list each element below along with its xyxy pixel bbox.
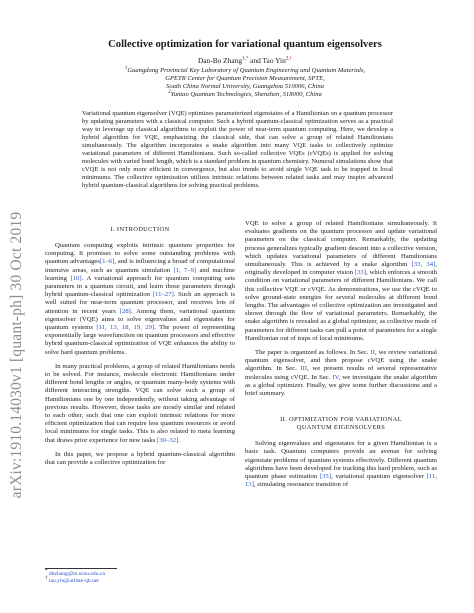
citation-link[interactable]: [1–6]	[99, 258, 115, 266]
footnote-divider	[45, 568, 117, 569]
paper-title: Collective optimization for variational quantum eigensolvers	[108, 39, 382, 50]
footnote-1: * dbzhang@m.scnu.edu.cn	[45, 569, 106, 577]
footnotes	[45, 571, 235, 585]
corresponding-author-mark[interactable]: *	[245, 56, 249, 62]
affiliations	[40, 67, 450, 99]
citation-link[interactable]: [30–32]	[156, 436, 179, 444]
citation-link[interactable]: [33]	[354, 269, 367, 277]
citation-link[interactable]: [28]	[119, 307, 131, 315]
section-heading-optimization: II. OPTIMIZATION FOR VARIATIONAL QUANTUM EIGENSOLVERS	[280, 416, 402, 432]
section-2-paragraph-1: Solving eigenvalues and eigenstates for a given Hamiltonian is a basic task. Quantum computers provide an avenue for solving eigenstate problems of quantum systems effectively. Different quantum algorithms have been developed for tracking this hard problem, such as quantum phase estimation [35], variational quantum eigensolver [11, 13], simulating resonance transition of	[245, 440, 437, 489]
arxiv-identifier-text: arXiv:1910.14030v1 [quant-ph] 30 Oct 2019	[8, 211, 25, 499]
author-2-affiliation-marks: 2,†	[285, 56, 293, 62]
intro-paragraph-3: In this paper, we propose a hybrid quantum-classical algorithm that can provide a collective optimization for	[45, 450, 235, 467]
email-link-2[interactable]: tao.yin@artiste-qb.net	[48, 578, 99, 584]
citation-link[interactable]: [1, 7–9]	[173, 266, 197, 274]
author-separator-and-name-2: and Tao Yin	[248, 56, 286, 65]
affiliation-1-line-2: GPETR Center for Quantum Precision Measurement, SPTE,	[165, 74, 325, 82]
abstract: Variational quantum eigensolver (VQE) optimizes parameterized eigenstates of a Hamiltonian on a quantum processor by updating parameters with a classical computer. Such a hybrid quantum-classical optimization serves as a practical way to leverage up classical algorithms to exploit the power of near-term quantum computing. Here, we develop a hybrid algorithm for VQE, emphasizing the classical side, that can solve a group of related Hamiltonians simultaneously. The algorithm incorporates a snake algorithm into many VQE tasks to collectively optimize variational parameters of different Hamiltonians. Such so-called collective VQEs (cVQEs) is applied for solving molecules with varied bond length, which is a standard problem in quantum chemistry. Numeral simulations show that cVQE is not only more efficient in convergence, but also trends to avoid single VQE task to be trapped in local minimums. The collective optimization utilizes intrinsic relations between related tasks and may inspire advanced hybrid quantum-classical algorithms for solving practical problems.	[82, 110, 393, 190]
citation-link[interactable]: [11, 13, 18, 19, 29]	[96, 324, 155, 332]
paper-organization-paragraph: The paper is organized as follows. In Sec. II, we review variational quantum eigensolver, and then propose cVQE using the snake algorithm. In Sec. III, we present results of several representative molecules using cVQE. In Sec. IV, we investigate the snake algorithm as a global optimizer. Finally, we give some further discussions and a brief summary.	[245, 349, 438, 398]
section-link[interactable]: III	[300, 365, 308, 373]
intro-paragraph-2: In many practical problems, a group of related Hamiltonians needs to be solved. For instance, molecule electronic Hamiltonians under different bond lengths or angles, or quantum many-body systems with different interacting strengths. VQE can solve such a group of Hamiltonians one by one independently, without taking advantage of previous results. However, those tasks are mostly similar and related to each other, such that one can exploit intrinsic relations for more efficient optimization that can require less quantum resources or avoid local minimums for single tasks. This is also related to meta learning that draws prior experience for new tasks [30–32].	[45, 362, 235, 444]
arxiv-identifier-stamp	[6, 130, 28, 580]
author-name-1: Dan-Bo Zhang	[197, 56, 243, 65]
email-link-1[interactable]: dbzhang@m.scnu.edu.cn	[48, 571, 106, 577]
citation-link[interactable]: [11–27]	[152, 291, 174, 299]
left-column	[45, 226, 235, 467]
citation-link[interactable]: [33, 34]	[411, 261, 436, 269]
citation-link[interactable]: [35]	[319, 473, 332, 481]
intro-paragraph-continued: VQE to solve a group of related Hamiltonians simultaneously. It evaluates gradients on the quantum processor and update variational parameters on the classical computer. Remarkably, the updating process generalizes typically gradient descent into a collective version, which updates variational parameters of different Hamiltonians simultaneously. This is achieved by a snake algorithm [33, 34], originally developed in computer vision [33], which enforces a smooth condition on variational parameters of different Hamiltonians. We call this collective VQE or cVQE. As demonstrations, we use the cVQE to solve ground-state energies for several molecules at different bond lengths. The advantages of collective optimization are investigated and shown through the flow of variational parameters. Remarkably, the snake algorithm is revealed as a global optimizer, as collective mode of parameters for different tasks can pull a point of parameters for a single Hamiltonian out of traps of local minimums.	[245, 220, 437, 342]
footnote-2: † tao.yin@artiste-qb.net	[45, 576, 99, 584]
second-author-mark[interactable]: †	[289, 56, 293, 62]
author-1-affiliation-marks: 1,*	[242, 56, 249, 62]
section-heading-introduction: I. INTRODUCTION	[110, 226, 170, 233]
right-column	[245, 220, 437, 489]
citation-link[interactable]: [10]	[70, 274, 82, 282]
affiliation-1-line-1: $^1$Guangdong Provincial Key Laboratory of Quantum Engineering and Quantum Materials,	[124, 65, 366, 74]
citation-link[interactable]: [11, 13]	[245, 473, 437, 489]
section-link[interactable]: IV	[332, 373, 339, 381]
affiliation-2-line-1: $^2$Yuntao Quantum Technologies, Shenzhen, 518000, China	[168, 89, 322, 98]
affiliation-1-line-3: South China Normal University, Guangzhou 510006, China	[166, 82, 324, 90]
intro-paragraph-1: Quantum computing exploits intrinsic quantum properties for computing. It promises to solve some outstanding problems with quantum advantages[1–6], and is influencing a broad of computational intensive areas, such as quantum simulation [1, 7–9] and machine learning [10]. A variational approach for quantum computing sets parameters in a quantum circuit, and learn those parameters through hybrid quantum-classical optimization [11–27]. Such an approach is well suited for near-term quantum processor, and receives lots of attention in recent years [28]. Among them, variational quantum eigensolver (VQE) aims to solve eigenvalues and eigenstates for quantum systems [11, 13, 18, 19, 29]. The power of representing exponentially large wavefunction on quantum processors and effective hybrid quantum-classical optimization of VQE enhances the ability to solve hard quantum problems.	[45, 242, 236, 356]
section-link[interactable]: II	[370, 349, 375, 357]
author-line	[40, 56, 450, 65]
